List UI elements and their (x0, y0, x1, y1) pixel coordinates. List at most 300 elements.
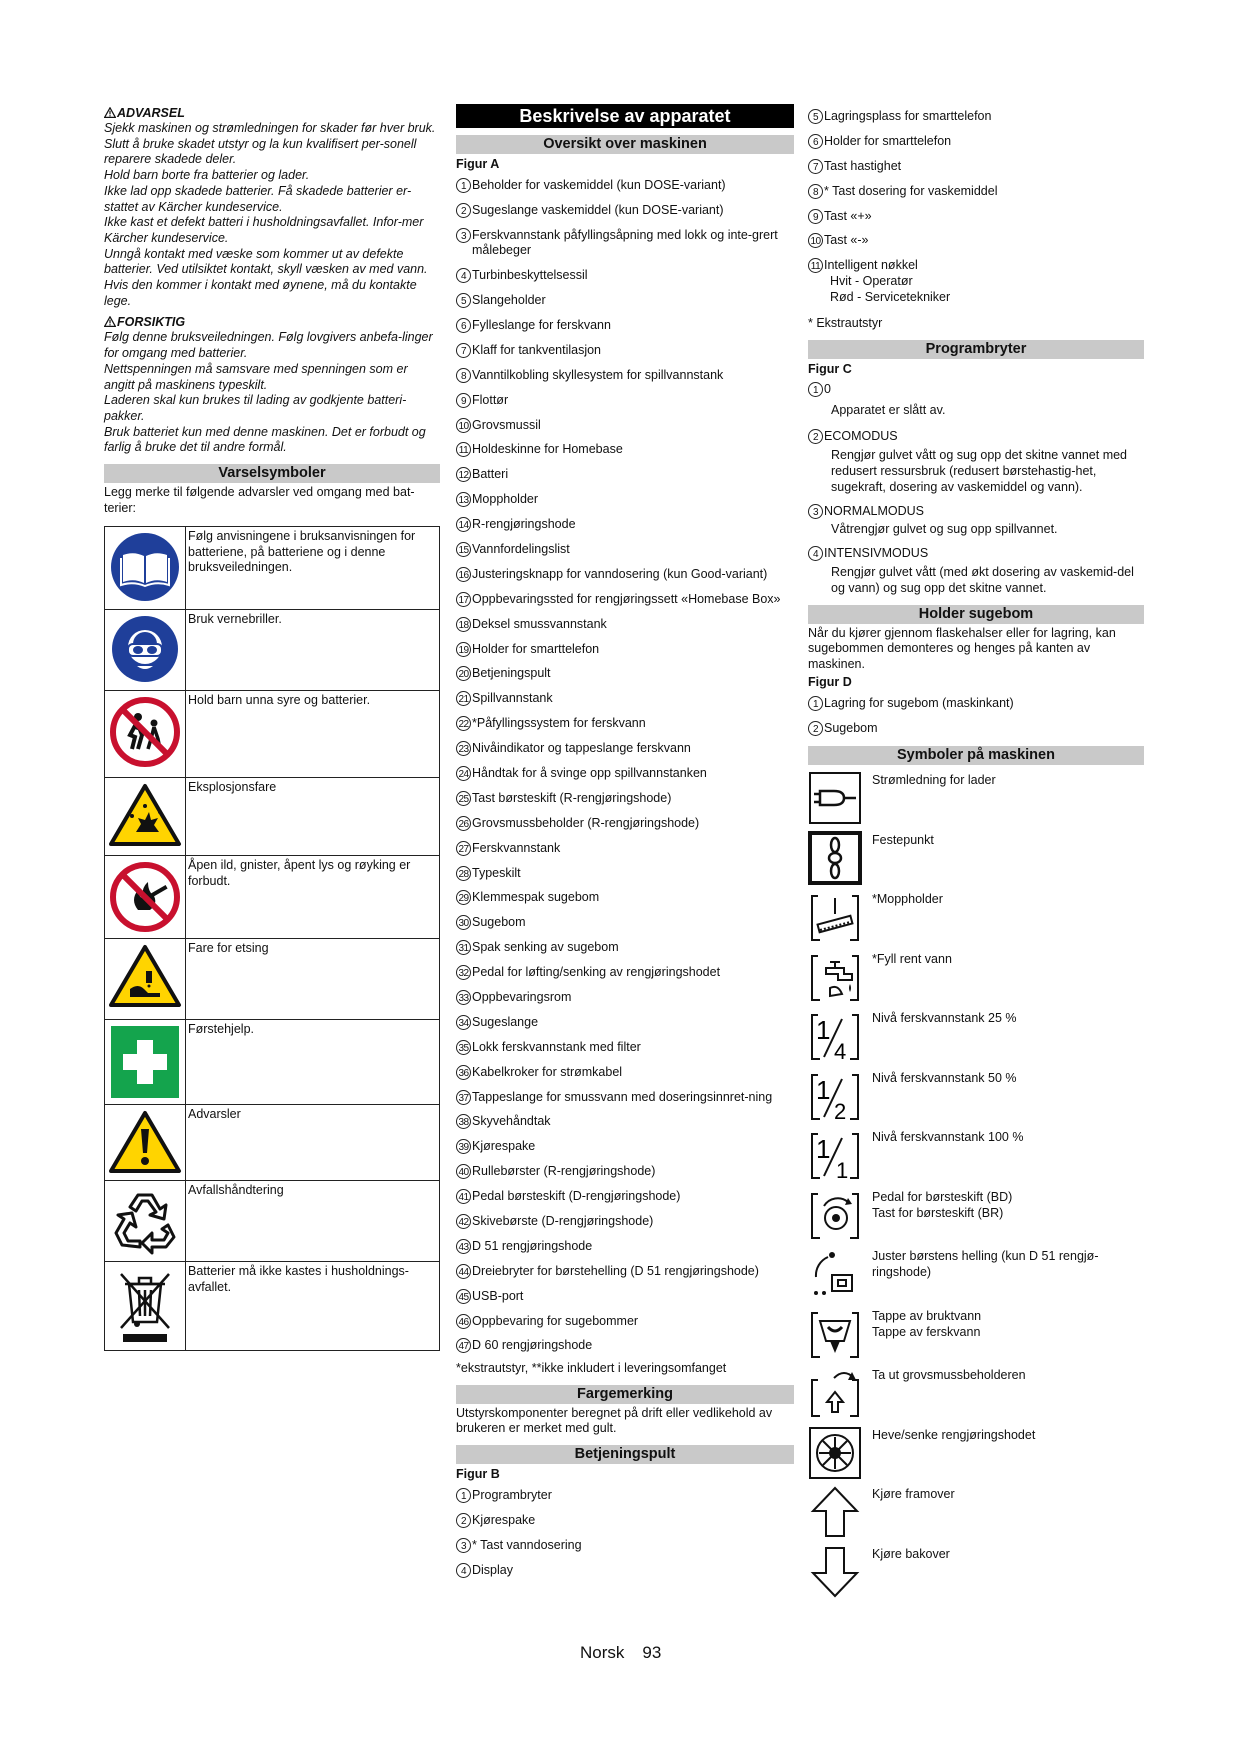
symbol-label: Tappe av ferskvann (872, 1324, 981, 1339)
item-number-badge: 4 (808, 546, 823, 561)
list-item (808, 504, 1144, 520)
list-item (456, 642, 794, 658)
recycling-icon (110, 1185, 180, 1255)
symbol-text (872, 1426, 1035, 1486)
item-number-badge: 24 (456, 766, 471, 781)
item-number-badge: 13 (456, 492, 471, 507)
item-number-badge: 25 (456, 791, 471, 806)
item-number-badge: 5 (456, 293, 471, 308)
advarsel-line: Hold barn borte fra batterier og lader. (104, 168, 310, 183)
figure-c-list (808, 382, 1144, 596)
forsiktig-title: FORSIKTIG (104, 315, 440, 330)
list-item (456, 1065, 794, 1081)
item-number-badge: 7 (456, 343, 471, 358)
item-number-badge: 2 (808, 721, 823, 736)
item-label: Klaff for tankventilasjon (472, 342, 602, 357)
holder-heading: Holder sugebom (808, 605, 1144, 624)
symbol-label: Strømledning for lader (872, 773, 996, 788)
list-item (808, 696, 1144, 712)
programbryter-heading: Programbryter (808, 340, 1144, 359)
item-number-badge: 9 (808, 209, 823, 224)
warning-text: Bruk vernebriller. (186, 610, 440, 691)
item-description: Apparatet er slått av. (831, 403, 946, 418)
forsiktig-line: Bruk batteriet kun med denne maskinen. Det er forbudt og farlig å bruke det til andre formål. (104, 424, 426, 455)
symbol-label: Kjøre framover (872, 1487, 955, 1502)
item-number-badge: 21 (456, 691, 471, 706)
item-label: Typeskilt (472, 865, 521, 880)
symbol-label: Heve/senke rengjøringshodet (872, 1427, 1036, 1442)
figure-d-list (808, 696, 1144, 736)
table-row (105, 939, 440, 1020)
item-number-badge: 34 (456, 1015, 471, 1030)
table-row (105, 610, 440, 691)
list-item (456, 318, 794, 334)
beskrivelse-heading: Beskrivelse av apparatet (456, 104, 794, 128)
table-row (105, 778, 440, 856)
list-item (456, 940, 794, 956)
list-item (456, 1114, 794, 1130)
item-number-badge: 5 (808, 109, 823, 124)
item-label: Vannfordelingslist (472, 541, 570, 556)
explosion-icon (108, 782, 182, 848)
item-number-badge: 1 (808, 382, 823, 397)
goggles-icon (110, 614, 180, 684)
item-number-badge: 3 (456, 1538, 471, 1553)
symbol-label: Ta ut grovsmussbeholderen (872, 1368, 1026, 1383)
list-item (456, 293, 794, 309)
left-column (104, 104, 440, 1351)
page-number: 93 (642, 1643, 662, 1662)
list-item (456, 716, 794, 732)
key-sub-red: Rød - Servicetekniker (830, 290, 951, 305)
item-label: Pedal børsteskift (D-rengjøringshode) (472, 1189, 681, 1204)
item-label: Sugebom (472, 915, 526, 930)
table-row (105, 1181, 440, 1262)
quarter-icon (808, 1009, 862, 1063)
item-label: INTENSIVMODUS (824, 546, 929, 561)
item-number-badge: 28 (456, 866, 471, 881)
symbol-row (808, 1009, 1144, 1069)
item-label: Grovsmussil (472, 417, 541, 432)
no-children-icon (108, 695, 182, 769)
warning-text: Åpen ild, gnister, åpent lys og røyking er forbudt. (186, 856, 440, 939)
item-label: Kabelkroker for strømkabel (472, 1064, 623, 1079)
item-number-badge: 39 (456, 1139, 471, 1154)
symbol-label: Pedal for børsteskift (BD) (872, 1189, 1013, 1204)
list-item (456, 1563, 794, 1579)
symbol-text (872, 1188, 1012, 1248)
footer-language: Norsk (580, 1643, 625, 1662)
item-label: Tast «-» (824, 233, 869, 248)
brush-change-icon (808, 1188, 862, 1242)
symbol-text (872, 1069, 1017, 1129)
drain-icon (808, 1307, 862, 1361)
mop-holder-icon (808, 890, 862, 944)
symbol-row (808, 1188, 1144, 1248)
advarsel-title: ADVARSEL (104, 106, 440, 121)
warning-triangle-icon (104, 316, 116, 327)
half-icon (808, 1069, 862, 1123)
symbol-label: *Fyll rent vann (872, 951, 952, 966)
no-fire-icon (108, 860, 182, 934)
item-number-badge: 8 (456, 368, 471, 383)
svg-text:1: 1 (816, 1134, 831, 1165)
item-number-badge: 35 (456, 1040, 471, 1055)
item-label: Ferskvannstank (472, 840, 561, 855)
item-label: NORMALMODUS (824, 503, 925, 518)
list-item (456, 1488, 794, 1504)
list-item (456, 368, 794, 384)
item-label: D 60 rengjøringshode (472, 1338, 593, 1353)
item-label: Deksel smussvannstank (472, 616, 607, 631)
item-label: Oppbevaring for sugebommer (472, 1313, 639, 1328)
warning-text: Hold barn unna syre og batterier. (186, 691, 440, 778)
item-number-badge: 9 (456, 393, 471, 408)
list-item (456, 990, 794, 1006)
table-row (105, 691, 440, 778)
warning-text: Eksplosjonsfare (186, 778, 440, 856)
item-label: * Tast vanndosering (472, 1537, 582, 1552)
item-label: Skyvehåndtak (472, 1114, 551, 1129)
item-number-badge: 37 (456, 1090, 471, 1105)
item-label: Dreiebryter for børstehelling (D 51 rengjøringshode) (472, 1263, 759, 1278)
list-item (456, 393, 794, 409)
item-number-badge: 12 (456, 467, 471, 482)
item-number-badge: 47 (456, 1338, 471, 1353)
footnote: *ekstrautstyr, **ikke inkludert i leveringsomfanget (456, 1361, 727, 1376)
list-item (456, 666, 794, 682)
item-number-badge: 2 (456, 203, 471, 218)
symbol-text (872, 1247, 1144, 1307)
item-label: Programbryter (472, 1487, 552, 1502)
svg-text:2: 2 (834, 1098, 847, 1123)
item-number-badge: 11 (456, 442, 471, 457)
symbol-label: Nivå ferskvannstank 25 % (872, 1011, 1017, 1026)
list-item (456, 1239, 794, 1255)
symbol-row (808, 831, 1144, 891)
list-item (808, 721, 1144, 737)
table-row (105, 1105, 440, 1181)
warning-symbols-table (104, 526, 440, 1351)
item-number-badge: 1 (456, 178, 471, 193)
item-label: ECOMODUS (824, 429, 898, 444)
item-label: USB-port (472, 1288, 524, 1303)
advarsel-line: Sjekk maskinen og strømledningen for skader før hver bruk. Slutt å bruke skadet utstyr og la kun kvalifisert per-sonell reparere skadede deler. (104, 121, 436, 167)
item-number-badge: 46 (456, 1314, 471, 1329)
item-label: Ferskvannstank påfyllingsåpning med lokk og inte-grert målebeger (472, 227, 778, 258)
symbol-row (808, 1247, 1144, 1307)
item-number-badge: 11 (808, 258, 823, 273)
machine-symbols-list (808, 771, 1144, 1604)
holder-text: Når du kjører gjennom flaskehalser eller for lagring, kan sugebommen demonteres og henges på kanten av maskinen. (808, 625, 1116, 671)
item-label: Sugebom (824, 721, 878, 736)
list-item (808, 546, 1144, 562)
item-number-badge: 1 (456, 1488, 471, 1503)
figure-b-list-cont (808, 109, 1144, 274)
list-item (808, 209, 1144, 225)
full-icon (808, 1128, 862, 1182)
list-item (456, 268, 794, 284)
list-item (456, 741, 794, 757)
fargemerking-text: Utstyrskomponenter beregnet på drift eller vedlikehold av brukeren er merket med gult. (456, 1405, 773, 1436)
symbol-row (808, 1307, 1144, 1367)
arrow-up-icon (808, 1485, 862, 1539)
key-sub-white: Hvit - Operatør (830, 274, 913, 289)
item-label: Fylleslange for ferskvann (472, 317, 611, 332)
list-item (456, 492, 794, 508)
item-label: Slangeholder (472, 293, 546, 308)
item-number-badge: 27 (456, 841, 471, 856)
item-label: Lagringsplass for smarttelefon (824, 109, 992, 123)
item-label: Grovsmussbeholder (R-rengjøringshode) (472, 815, 700, 830)
list-item (456, 1139, 794, 1155)
item-number-badge: 33 (456, 990, 471, 1005)
varselsymboler-heading: Varselsymboler (104, 464, 440, 483)
item-number-badge: 22 (456, 716, 471, 731)
warning-text: Avfallshåndtering (186, 1181, 440, 1262)
list-item (456, 1264, 794, 1280)
item-number-badge: 2 (456, 1513, 471, 1528)
advarsel-line: Ikke lad opp skadede batterier. Få skadede batterier er-stattet av Kärcher kundeservice. (104, 183, 412, 214)
symbol-row (808, 1426, 1144, 1486)
symboler-heading: Symboler på maskinen (808, 746, 1144, 765)
warning-triangle-icon (104, 107, 116, 118)
svg-text:1: 1 (816, 1015, 831, 1046)
symbol-text (872, 1545, 950, 1605)
item-number-badge: 42 (456, 1214, 471, 1229)
varselsymboler-intro: Legg merke til følgende advarsler ved omgang med bat-terier: (104, 485, 415, 515)
item-label: 0 (824, 381, 831, 396)
symbol-row (808, 1069, 1144, 1129)
brush-tilt-icon (808, 1247, 862, 1301)
symbol-label: *Moppholder (872, 892, 943, 907)
figur-c-label: Figur C (808, 361, 852, 376)
first-aid-icon (109, 1024, 181, 1100)
item-label: *Påfyllingssystem for ferskvann (472, 716, 646, 731)
figur-a-label: Figur A (456, 157, 500, 171)
corrosive-icon (108, 943, 182, 1009)
forsiktig-line: Nettspenningen må samsvare med spenningen som er angitt på maskinens typeskilt. (104, 361, 408, 392)
symbol-row (808, 950, 1144, 1010)
symbol-label: Juster børstens helling (kun D 51 rengjø-ringshode) (872, 1249, 1099, 1280)
item-label: Håndtak for å svinge opp spillvannstanken (472, 765, 707, 780)
item-number-badge: 36 (456, 1065, 471, 1080)
oversikt-heading: Oversikt over maskinen (456, 135, 794, 154)
warning-text: Batterier må ikke kastes i husholdnings-avfallet. (186, 1262, 440, 1351)
ekstra-note: * Ekstrautstyr (808, 316, 883, 331)
item-number-badge: 45 (456, 1289, 471, 1304)
symbol-label: Nivå ferskvannstank 50 % (872, 1070, 1017, 1085)
item-description: Rengjør gulvet vått (med økt dosering av vaskemid-del og vann) og sug opp det skitne vannet. (831, 564, 1134, 595)
item-number-badge: 38 (456, 1114, 471, 1129)
arrow-down-icon (808, 1545, 862, 1599)
symbol-row (808, 890, 1144, 950)
item-label: Oppbevaringsrom (472, 990, 572, 1004)
list-item (456, 228, 794, 259)
manual-icon (109, 531, 181, 603)
list-item (456, 1090, 794, 1106)
list-item (808, 258, 1144, 274)
item-label: Lokk ferskvannstank med filter (472, 1039, 641, 1054)
item-label: R-rengjøringshode (472, 517, 576, 532)
item-label: Sugeslange (472, 1014, 539, 1029)
item-number-badge: 31 (456, 940, 471, 955)
symbol-label: Nivå ferskvannstank 100 % (872, 1130, 1024, 1145)
list-item (456, 915, 794, 931)
symbol-label: Tast for børsteskift (BR) (872, 1205, 1004, 1220)
item-label: Tast børsteskift (R-rengjøringshode) (472, 790, 672, 805)
symbol-text (872, 950, 952, 1010)
symbol-label: Kjøre bakover (872, 1546, 950, 1561)
chain-icon (808, 831, 862, 885)
list-item (456, 542, 794, 558)
item-label: Nivåindikator og tappeslange ferskvann (472, 741, 691, 756)
item-number-badge: 44 (456, 1264, 471, 1279)
list-item (456, 1164, 794, 1180)
symbol-row (808, 1485, 1144, 1545)
warning-text: Følg anvisningene i bruksanvisningen for batteriene, på batteriene og i denne bruksveiledningen. (186, 527, 440, 610)
item-label: Flottør (472, 392, 509, 407)
table-row (105, 527, 440, 610)
table-row (105, 856, 440, 939)
fargemerking-heading: Fargemerking (456, 1385, 794, 1404)
list-item (456, 343, 794, 359)
item-label: Holder for smarttelefon (472, 641, 600, 656)
item-label: Klemmespak sugebom (472, 890, 600, 905)
item-number-badge: 19 (456, 642, 471, 657)
list-item (456, 418, 794, 434)
warning-text: Førstehjelp. (186, 1020, 440, 1105)
warning-text: Advarsler (186, 1105, 440, 1181)
item-label: Display (472, 1562, 513, 1577)
item-number-badge: 18 (456, 617, 471, 632)
list-item (456, 791, 794, 807)
list-item (456, 1289, 794, 1305)
item-label: Justeringsknapp for vanndosering (kun Good-variant) (472, 566, 768, 581)
figure-b-list (456, 1488, 794, 1578)
middle-column (456, 104, 794, 1587)
item-label: D 51 rengjøringshode (472, 1238, 593, 1253)
item-label: Moppholder (472, 492, 539, 507)
item-number-badge: 3 (456, 228, 471, 243)
table-row (105, 1020, 440, 1105)
list-item (456, 617, 794, 633)
forsiktig-line: Følg denne bruksveiledningen. Følg lovgivers anbefa-linger for omgang med batterier. (104, 330, 433, 361)
item-label: Tast «+» (824, 208, 872, 223)
item-label: Lagring for sugebom (maskinkant) (824, 696, 1014, 711)
page-footer (580, 1643, 679, 1663)
item-number-badge: 2 (808, 429, 823, 444)
item-number-badge: 41 (456, 1189, 471, 1204)
item-number-badge: 1 (808, 696, 823, 711)
item-number-badge: 10 (456, 418, 471, 433)
list-item (456, 816, 794, 832)
svg-text:4: 4 (834, 1039, 847, 1064)
figur-b-label: Figur B (456, 1466, 500, 1481)
item-label: Skivebørste (D-rengjøringshode) (472, 1214, 654, 1229)
list-item (456, 178, 794, 194)
list-item (808, 109, 1144, 125)
crossed-bin-icon (115, 1266, 175, 1346)
item-label: Vanntilkobling skyllesystem for spillvannstank (472, 367, 724, 382)
list-item (456, 766, 794, 782)
item-number-badge: 40 (456, 1164, 471, 1179)
list-item (456, 203, 794, 219)
list-item (456, 442, 794, 458)
symbol-text (872, 831, 934, 891)
advarsel-line: Ikke kast et defekt batteri i husholdningsavfallet. Infor-mer Kärcher kundeservice. (104, 215, 424, 245)
item-label: Intelligent nøkkel (824, 258, 918, 273)
symbol-text (872, 771, 996, 831)
item-label: Turbinbeskyttelsessil (472, 268, 588, 283)
list-item (808, 184, 1144, 200)
item-label: Rullebørster (R-rengjøringshode) (472, 1164, 656, 1179)
symbol-text (872, 1485, 955, 1545)
item-label: Kjørespake (472, 1139, 536, 1154)
item-number-badge: 15 (456, 542, 471, 557)
right-column (808, 104, 1144, 1604)
list-item (456, 965, 794, 981)
list-item (456, 890, 794, 906)
item-label: Tast hastighet (824, 158, 902, 173)
table-row (105, 1262, 440, 1351)
item-label: Batteri (472, 467, 509, 482)
item-description: Våtrengjør gulvet og sug opp spillvannet. (831, 522, 1058, 537)
item-number-badge: 8 (808, 184, 823, 199)
list-item (808, 429, 1144, 445)
list-item (456, 1338, 794, 1354)
item-number-badge: 23 (456, 741, 471, 756)
symbol-label: Festepunkt (872, 832, 934, 847)
item-label: Sugeslange vaskemiddel (kun DOSE-variant) (472, 202, 724, 217)
item-number-badge: 3 (808, 504, 823, 519)
figur-d-label: Figur D (808, 675, 852, 690)
item-label: Pedal for løfting/senking av rengjøringshodet (472, 965, 721, 980)
list-item (456, 841, 794, 857)
item-number-badge: 16 (456, 567, 471, 582)
symbol-text (872, 1366, 1026, 1426)
tap-icon (808, 950, 862, 1004)
forsiktig-line: Laderen skal kun brukes til lading av godkjente batteri-pakker. (104, 393, 407, 423)
list-item (456, 1513, 794, 1529)
item-label: Tappeslange for smussvann med doseringsinnret-ning (472, 1089, 773, 1104)
list-item (456, 1189, 794, 1205)
symbol-label: Tappe av bruktvann (872, 1308, 982, 1323)
advarsel-line: Unngå kontakt med væske som kommer ut av defekte batterier. Ved utilsiktet kontakt, skyll væsken av med vann. Hvis den kommer i kontakt med øynene, må du kontakte lege. (104, 246, 428, 308)
item-label: Kjørespake (472, 1512, 536, 1527)
item-number-badge: 6 (456, 318, 471, 333)
item-description: Rengjør gulvet vått og sug opp det skitne vannet med redusert ressursbruk (redusert børstehastig-het, sugekraft, dosering av vaskemiddel og vann). (831, 447, 1128, 494)
symbol-text (872, 1307, 981, 1367)
list-item (808, 134, 1144, 150)
svg-text:1: 1 (836, 1158, 849, 1183)
list-item (808, 159, 1144, 175)
debris-icon (808, 1366, 862, 1420)
lift-head-icon (808, 1426, 862, 1480)
item-label: Spillvannstank (472, 691, 553, 706)
item-label: Beholder for vaskemiddel (kun DOSE-variant) (472, 178, 726, 192)
item-number-badge: 10 (808, 233, 823, 248)
list-item (456, 567, 794, 583)
symbol-text (872, 890, 943, 950)
item-label: Spak senking av sugebom (472, 940, 619, 955)
symbol-text (872, 1128, 1023, 1188)
list-item (456, 1538, 794, 1554)
item-number-badge: 20 (456, 666, 471, 681)
warning-text: Fare for etsing (186, 939, 440, 1020)
item-number-badge: 17 (456, 592, 471, 607)
item-number-badge: 30 (456, 915, 471, 930)
